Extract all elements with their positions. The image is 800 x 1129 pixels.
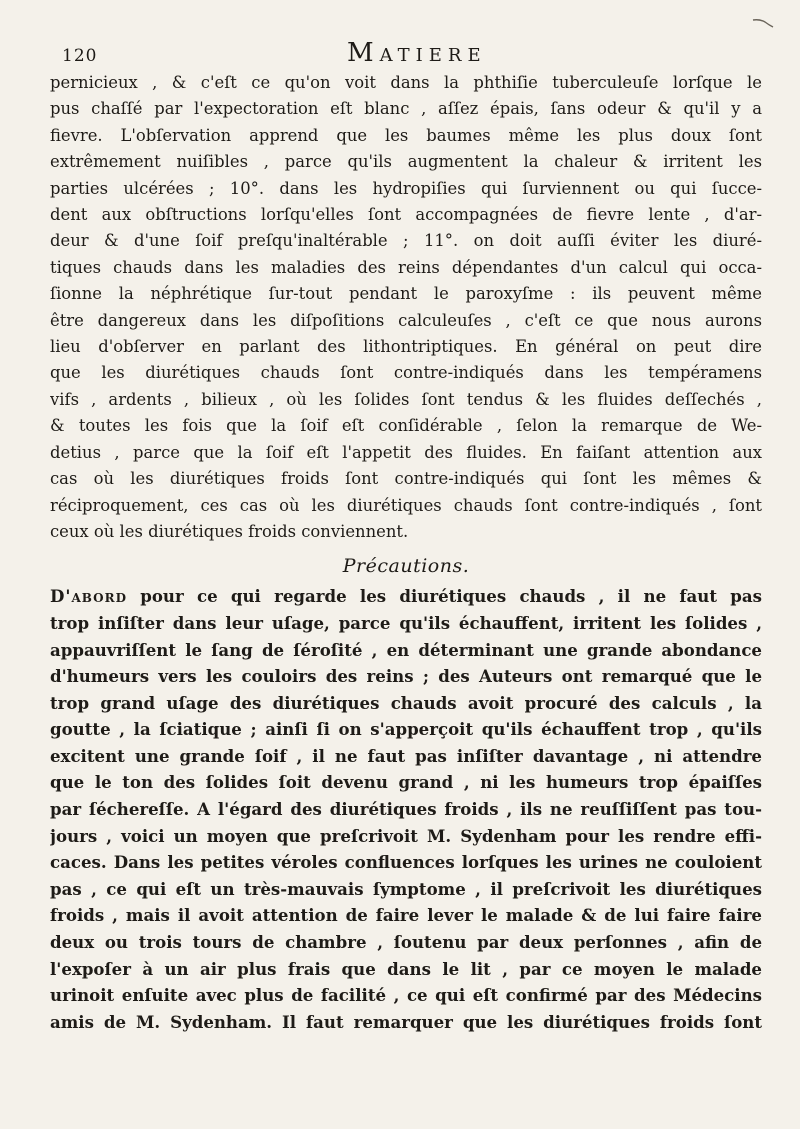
text-line: amis de M. Sydenham. Il faut remarquer que les diurétiques froids ſont: [50, 1011, 762, 1032]
lead-word: D'abord: [50, 586, 127, 607]
text-line: deur & d'une ſoif preſqu'inaltérable ; 11°. on doit auſſi éviter les diuré-: [50, 231, 762, 251]
text-line: trop inſiſter dans leur uſage, parce qu'ils échauffent, irritent les ſolides ,: [50, 612, 762, 633]
text-line: dent aux obſtructions lorſqu'elles ſont accompagnées de fievre lente , d'ar-: [50, 205, 762, 225]
page-number: 120: [62, 46, 98, 66]
text-line: parties ulcérées ; 10°. dans les hydropiſies qui ſurviennent ou qui ſucce-: [50, 178, 762, 198]
text-line: tiques chauds dans les maladies des reins dépendantes d'un calcul qui occa-: [50, 257, 762, 277]
text-line: pernicieux , & c'eſt ce qu'on voit dans la phthiſie tuberculeuſe lorſque le: [50, 73, 762, 92]
section-heading: Précautions.: [342, 555, 470, 578]
text-line: urinoit enſuite avec plus de facilité , ce qui eſt confirmé par des Médecins: [50, 985, 762, 1006]
text-line: [50, 583, 762, 610]
text-line: deux ou trois tours de chambre , ſoutenu par deux perſonnes , afin de: [50, 932, 762, 953]
book-page: [50, 38, 762, 1035]
running-title: Matiere: [347, 38, 487, 68]
text-line: caces. Dans les petites véroles confluences lorſques les urines ne couloient: [50, 852, 762, 873]
text-line: être dangereux dans les diſpoſitions calculeuſes , c'eſt ce que nous aurons: [50, 310, 762, 330]
scan-mark-icon: [752, 18, 774, 28]
running-head: [50, 38, 762, 68]
text-line: réciproquement, ces cas où les diurétiques chauds ſont contre-indiqués , ſont: [50, 495, 762, 515]
text-line: froids , mais il avoit attention de faire lever le malade & de lui faire faire: [50, 905, 762, 926]
text-line: pus chaſſé par l'expectoration eſt blanc , aſſez épais, ſans odeur & qu'il y a: [50, 99, 762, 119]
text-line: extrêmement nuiſibles , parce qu'ils augmentent la chaleur & irritent les: [50, 152, 762, 172]
text-line: excitent une grande ſoif , il ne faut pas inſiſter davantage , ni attendre: [50, 745, 762, 766]
paragraph-contraindications: [50, 70, 762, 545]
text-line: goutte , la ſciatique ; ainſi ſi on s'apperçoit qu'ils échauffent trop , qu'ils: [50, 719, 762, 740]
text-line: d'humeurs vers les couloirs des reins ; des Auteurs ont remarqué que le: [50, 666, 762, 687]
text-line: lieu d'obſerver en parlant des lithontriptiques. En général on peut dire: [50, 337, 762, 357]
text-line: vifs , ardents , bilieux , où les ſolides ſont tendus & les fluides deſſechés ,: [50, 389, 762, 409]
text-line: ſionne la néphrétique ſur-tout pendant le paroxyſme : ils peuvent même: [50, 284, 762, 304]
text-line: que les diurétiques chauds ſont contre-indiqués dans les tempéramens: [50, 363, 762, 383]
text-line: pas , ce qui eſt un très-mauvais ſymptome , il preſcrivoit les diurétiques: [50, 878, 762, 899]
text-line: l'expoſer à un air plus frais que dans le lit , par ce moyen le malade: [50, 958, 762, 979]
text-line: trop grand uſage des diurétiques chauds avoit procuré des calculs , la: [50, 692, 762, 713]
text-line: cas où les diurétiques froids ſont contre-indiqués qui ſont les mêmes &: [50, 469, 762, 489]
text-line: par ſéchereſſe. A l'égard des diurétiques froids , ils ne reuſſiſſent pas tou-: [50, 799, 762, 820]
text-line: & toutes les fois que la ſoif eſt conſidérable , ſelon la remarque de We-: [50, 416, 762, 436]
text-line: que le ton des ſolides ſoit devenu grand , ni les humeurs trop épaiſſes: [50, 772, 762, 793]
text-line: jours , voici un moyen que preſcrivoit M. Sydenham pour les rendre effi-: [50, 825, 762, 846]
paragraph-precautions: [50, 583, 762, 1035]
text-line: ceux où les diurétiques froids conviennent.: [50, 521, 409, 541]
text-line: fievre. L'obſervation apprend que les baumes même les plus doux ſont: [50, 125, 762, 145]
text-line: detius , parce que la ſoif eſt l'appetit des fluides. En faiſant attention aux: [50, 442, 762, 462]
text-line-rest: pour ce qui regarde les diurétiques chauds , il ne faut pas: [126, 586, 762, 607]
text-line: appauvriſſent le ſang de ſéroſité , en déterminant une grande abondance: [50, 639, 762, 660]
